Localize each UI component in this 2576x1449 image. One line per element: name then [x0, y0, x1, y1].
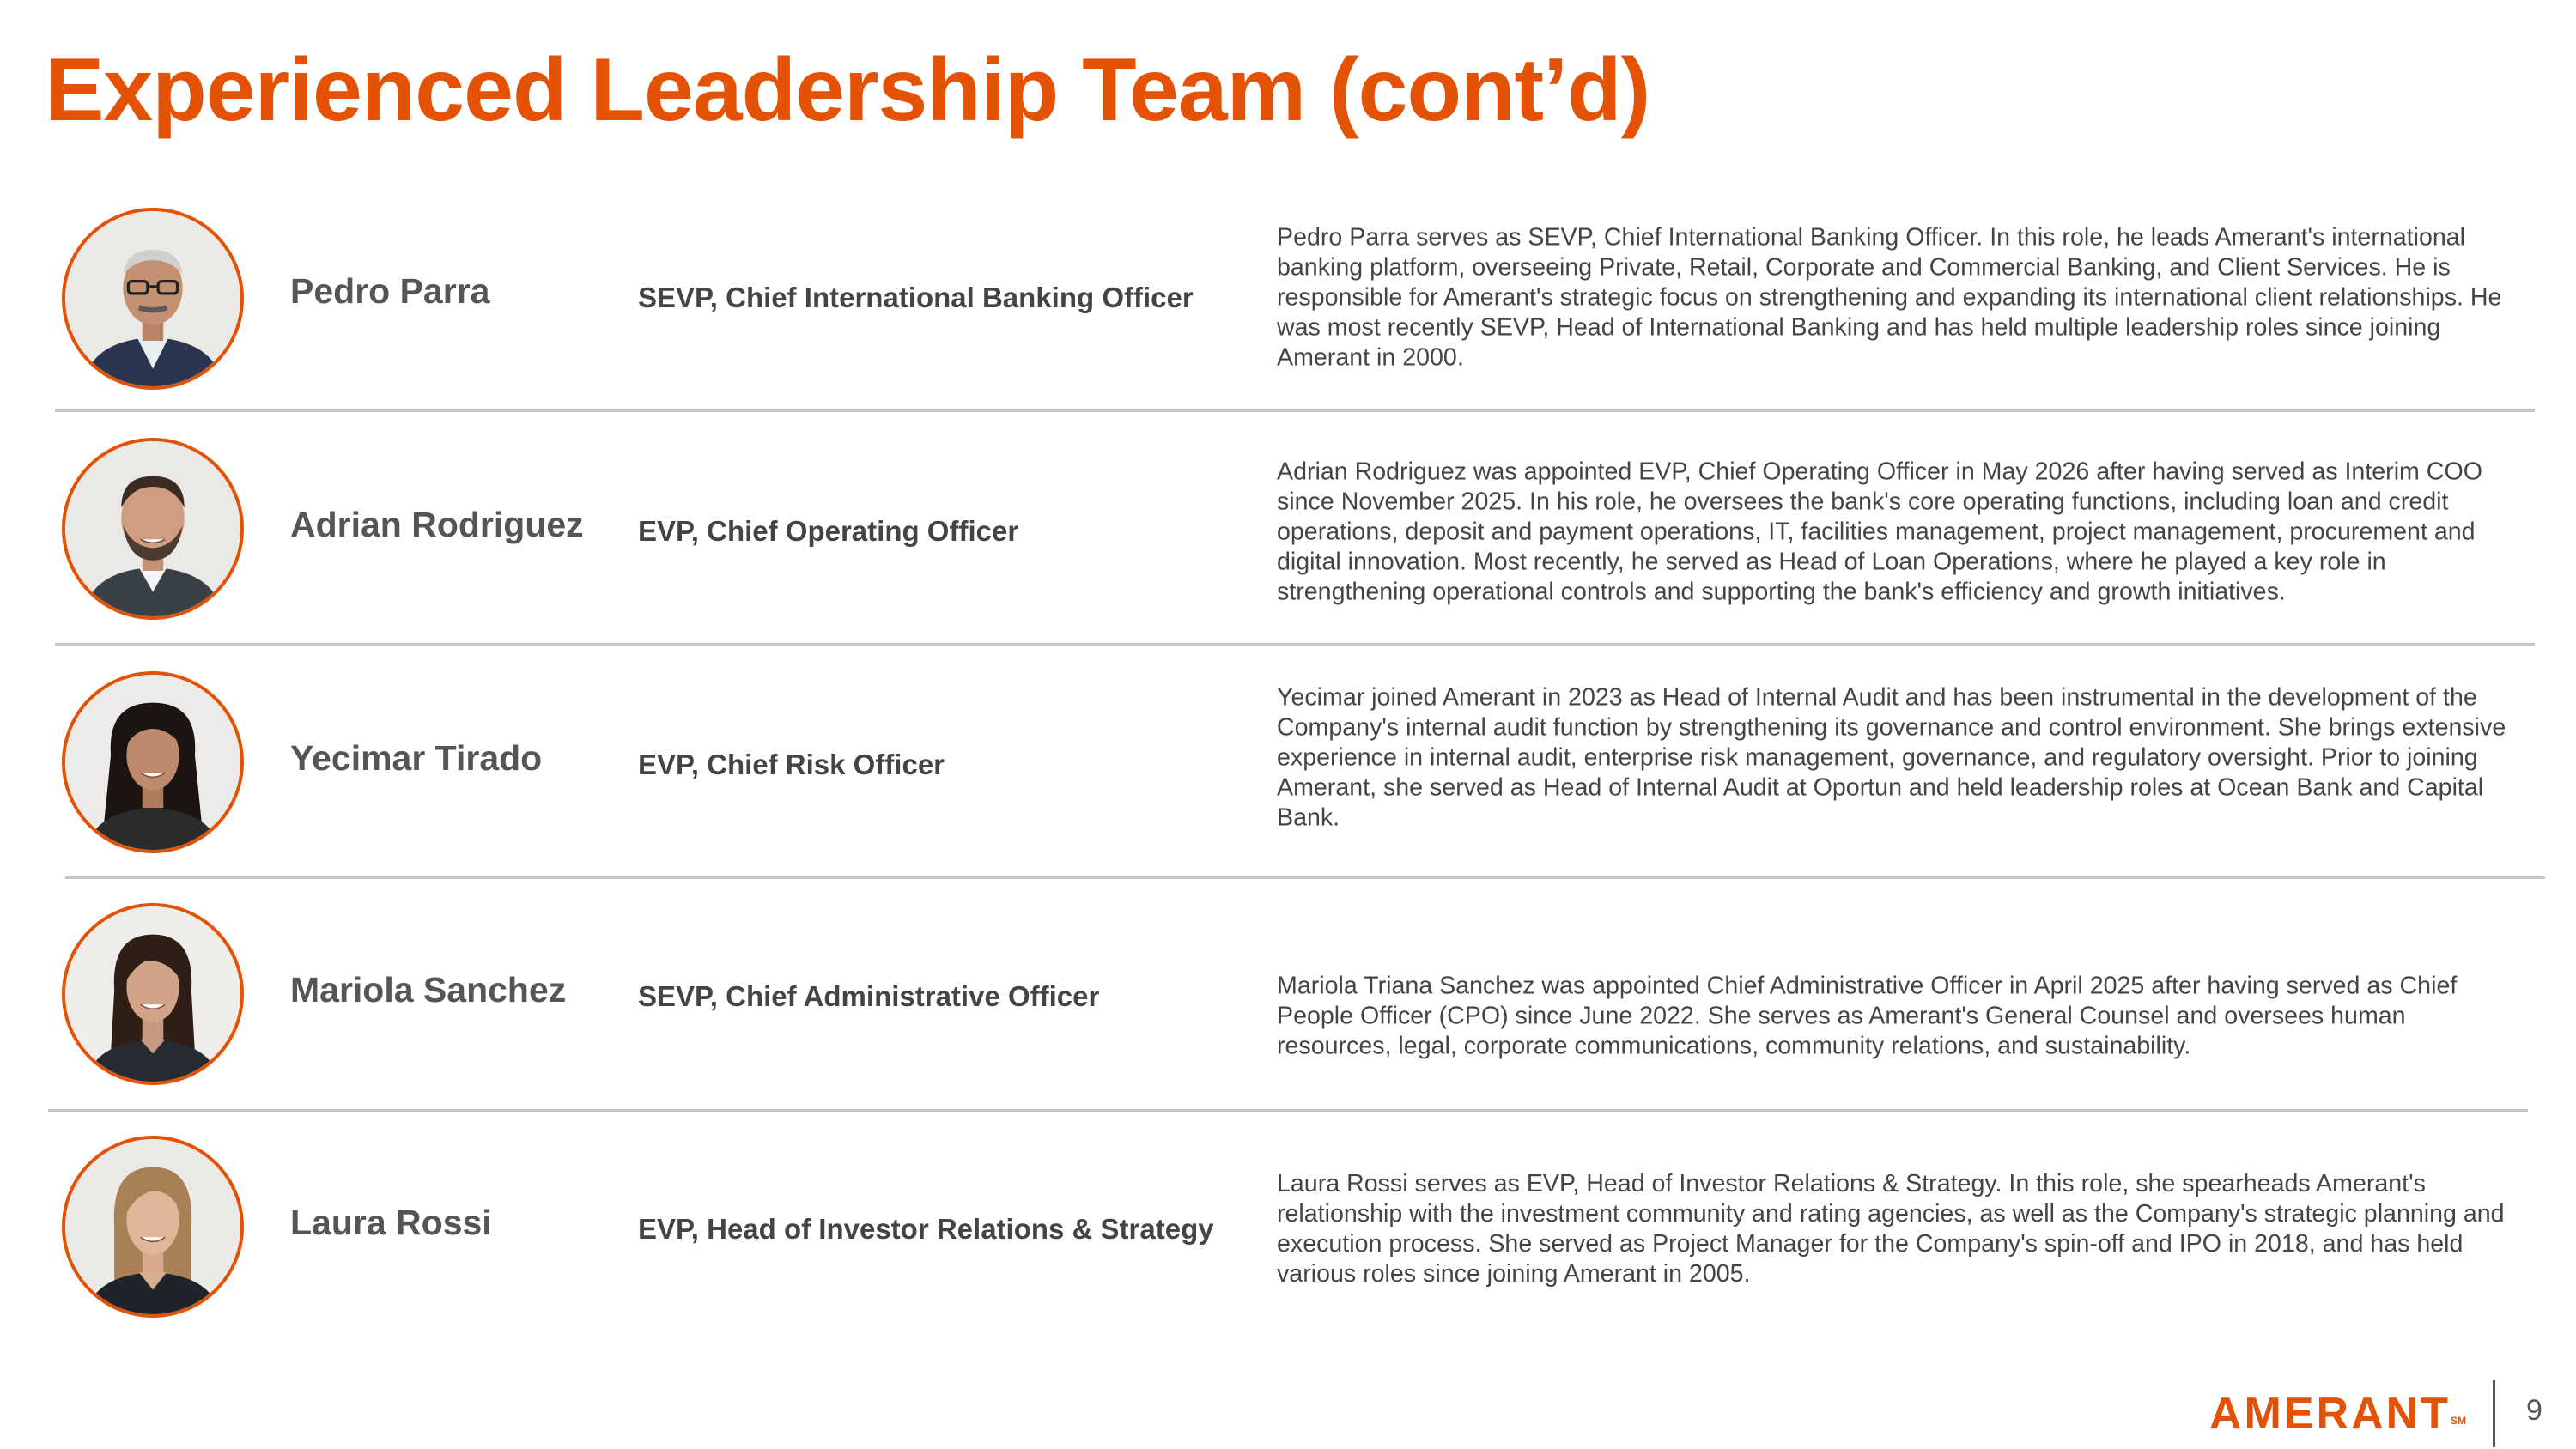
headshot-woman-blonde — [65, 1139, 240, 1314]
leader-photo — [62, 208, 244, 390]
headshot-man-beard — [65, 441, 240, 616]
amerant-logo — [2209, 1388, 2466, 1440]
leader-photo — [62, 1136, 244, 1318]
leader-role: EVP, Head of Investor Relations & Strategy — [638, 1213, 1214, 1245]
leader-bio: Laura Rossi serves as EVP, Head of Investor Relations & Strategy. In this role, she spearheads Amerant's relationship with the investment community and rating agencies, as well as the Company's strategic planning and execution process. She served as Project Manager for the Company's spin-off and IPO in 2018, and has held various roles since joining Amerant in 2005. — [1277, 1170, 2505, 1288]
leader-row — [0, 1113, 2576, 1347]
leader-photo — [62, 438, 244, 620]
leader-bio: Mariola Triana Sanchez was appointed Chief Administrative Officer in April 2025 after having served as Chief People Officer (CPO) since June 2022. She serves as Amerant's General Counsel and oversees human resources, legal, corporate communications, community relations, and sustainability. — [1277, 972, 2458, 1060]
leader-photo — [62, 671, 244, 853]
leader-name: Yecimar Tirado — [290, 738, 543, 778]
leader-role: SEVP, Chief International Banking Officer — [638, 282, 1194, 313]
leader-row — [0, 414, 2576, 647]
headshot-woman-dark-hair — [65, 675, 240, 850]
leader-name: Adrian Rodriguez — [290, 505, 584, 544]
leader-role: EVP, Chief Risk Officer — [638, 749, 945, 780]
footer-divider — [2493, 1380, 2495, 1447]
row-divider — [65, 876, 2545, 879]
logo-text: AMERANT — [2209, 1389, 2451, 1439]
logo-service-mark: SM — [2450, 1415, 2466, 1427]
leader-bio: Adrian Rodriguez was appointed EVP, Chief Operating Officer in May 2026 after having served as Interim COO since November 2025. In his role, he oversees the bank's core operating functions, including loan and credit operations, deposit and payment operations, IT, facilities management, project management, procurement and digital innovation. Most recently, he served as Head of Loan Operations, where he played a key role in strengthening operational controls and supporting the bank's efficiency and growth initiatives. — [1277, 458, 2482, 606]
leader-row — [0, 647, 2576, 881]
leader-role: SEVP, Chief Administrative Officer — [638, 980, 1100, 1012]
headshot-woman-brown-hair — [65, 906, 240, 1082]
leader-bio: Pedro Parra serves as SEVP, Chief International Banking Officer. In this role, he leads Amerant's international banking platform, overseeing Private, Retail, Corporate and Commercial Banking, and Client Services. He is responsible for Amerant's strategic focus on strengthening and expanding its international client relationships. He was most recently SEVP, Head of International Banking and has held multiple leadership roles since joining Amerant in 2000. — [1277, 223, 2502, 372]
leader-row — [0, 881, 2576, 1114]
leader-name: Mariola Sanchez — [290, 970, 567, 1009]
leader-role: EVP, Chief Operating Officer — [638, 515, 1019, 547]
leader-photo — [62, 903, 244, 1085]
page-number: 9 — [2526, 1394, 2543, 1427]
leader-name: Pedro Parra — [290, 271, 490, 311]
headshot-man-glasses — [65, 211, 240, 386]
row-divider — [48, 1109, 2528, 1112]
leader-row — [0, 180, 2576, 414]
leader-bio: Yecimar joined Amerant in 2023 as Head of Internal Audit and has been instrumental in the development of the Company's internal audit function by strengthening its governance and control environment. She brings extensive experience in internal audit, enterprise risk management, governance, and regulatory oversight. Prior to joining Amerant, she served as Head of Internal Audit at Oportun and held leadership roles at Ocean Bank and Capital Bank. — [1277, 683, 2506, 832]
page-title: Experienced Leadership Team (cont’d) — [45, 40, 1650, 140]
row-divider — [55, 409, 2535, 412]
row-divider — [55, 643, 2535, 646]
leader-name: Laura Rossi — [290, 1203, 492, 1242]
